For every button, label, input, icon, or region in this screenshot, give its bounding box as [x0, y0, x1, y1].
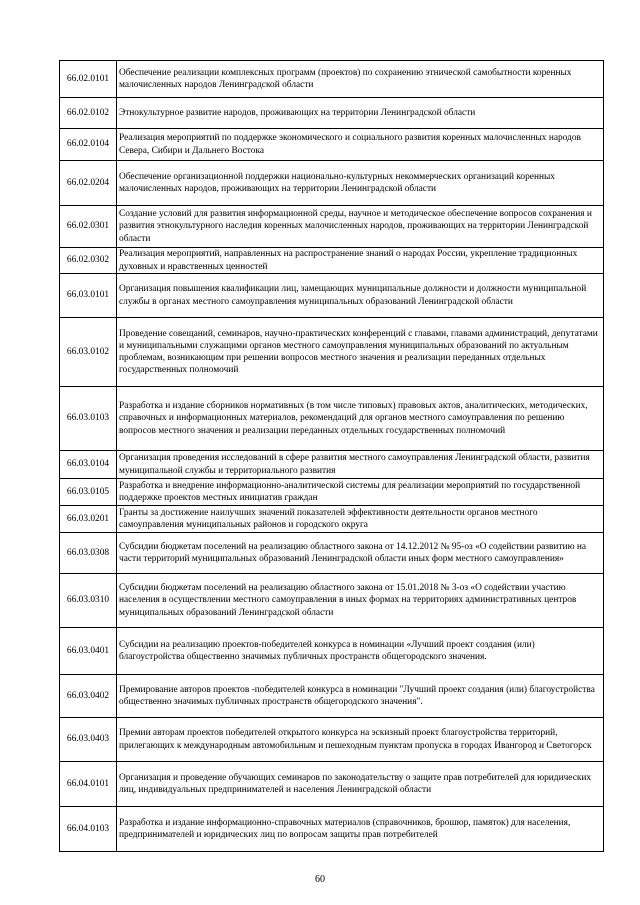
code-cell: 66.02.0301: [60, 206, 117, 248]
code-cell: 66.03.0104: [60, 451, 117, 479]
code-cell: 66.04.0101: [60, 762, 117, 807]
table-row: [60, 762, 604, 807]
table-row: [60, 161, 604, 206]
code-cell: 66.03.0102: [60, 318, 117, 387]
table-row: [60, 318, 604, 387]
budget-codes-table: [59, 60, 604, 852]
description-cell: Реализация мероприятий, направленных на распространение знаний о народах России, укрепление традиционных духовных и нравственных ценностей: [117, 248, 604, 274]
table-row: [60, 206, 604, 248]
table-row: [60, 533, 604, 574]
table-row: [60, 675, 604, 718]
description-cell: Организация проведения исследований в сфере развития местного самоуправления Ленинградской области, развития муниципальной службы и территориального развития: [117, 451, 604, 479]
description-cell: Создание условий для развития информационной среды, научное и методическое обеспечение вопросов сохранения и развития этнокультурного наследия коренных малочисленных народов, проживающих на территории Ленинградской области: [117, 206, 604, 248]
table-row: [60, 451, 604, 479]
table-row: [60, 807, 604, 852]
code-cell: 66.02.0302: [60, 248, 117, 274]
code-cell: 66.02.0102: [60, 98, 117, 129]
table-row: [60, 628, 604, 675]
table-row: [60, 61, 604, 98]
table-row: [60, 274, 604, 318]
page-number: 60: [315, 874, 325, 885]
code-cell: 66.04.0103: [60, 807, 117, 852]
description-cell: Обеспечение реализации комплексных программ (проектов) по сохранению этнической самобытности коренных малочисленных народов Ленинградской области: [117, 61, 604, 98]
code-cell: 66.03.0101: [60, 274, 117, 318]
table-row: [60, 387, 604, 451]
description-cell: Организация и проведение обучающих семинаров по законодательству о защите прав потребителей для юридических лиц, индивидуальных предпринимателей и населения Ленинградской области: [117, 762, 604, 807]
description-cell: Обеспечение организационной поддержки национально-культурных некоммерческих организаций коренных малочисленных народов, проживающих на территории Ленинградской области: [117, 161, 604, 206]
table-row: [60, 718, 604, 762]
table-row: [60, 248, 604, 274]
description-cell: Субсидии бюджетам поселений на реализацию областного закона от 15.01.2018 № 3-оз «О содействии участию населения в осуществлении местного самоуправления в иных формах на территориях административных центров муниципальных образований Ленинградской области: [117, 574, 604, 628]
table-row: [60, 574, 604, 628]
description-cell: Премирование авторов проектов -победителей конкурса в номинации "Лучший проект создания (или) благоустройства общественно значимых публичных пространств общегородского значения".: [117, 675, 604, 718]
table-row: [60, 506, 604, 533]
description-cell: Субсидии бюджетам поселений на реализацию областного закона от 14.12.2012 № 95-оз «О содействии развитию на части территорий муниципальных образований Ленинградской области иных форм местного самоуправления»: [117, 533, 604, 574]
code-cell: 66.02.0101: [60, 61, 117, 98]
description-cell: Этнокультурное развитие народов, проживающих на территории Ленинградской области: [117, 98, 604, 129]
code-cell: 66.03.0201: [60, 506, 117, 533]
description-cell: Премии авторам проектов победителей открытого конкурса на эскизный проект благоустройства территорий, прилегающих к международным автомобильным и пешеходным пунктам пропуска в городах Ивангород и Светогорск: [117, 718, 604, 762]
code-cell: 66.03.0308: [60, 533, 117, 574]
table-row: [60, 98, 604, 129]
table-row: [60, 129, 604, 161]
code-cell: 66.03.0401: [60, 628, 117, 675]
description-cell: Реализация мероприятий по поддержке экономического и социального развития коренных малочисленных народов Севера, Сибири и Дальнего Востока: [117, 129, 604, 161]
description-cell: Организация повышения квалификации лиц, замещающих муниципальные должности и должности муниципальной службы в органах местного самоуправления муниципальных образований Ленинградской области: [117, 274, 604, 318]
code-cell: 66.03.0310: [60, 574, 117, 628]
description-cell: Разработка и внедрение информационно-аналитической системы для реализации мероприятий по государственной поддержке проектов местных инициатив граждан: [117, 479, 604, 506]
description-cell: Субсидии на реализацию проектов-победителей конкурса в номинации «Лучший проект создания (или) благоустройства общественно значимых публичных пространств общегородского значения.: [117, 628, 604, 675]
code-cell: 66.03.0403: [60, 718, 117, 762]
code-cell: 66.02.0104: [60, 129, 117, 161]
code-cell: 66.03.0105: [60, 479, 117, 506]
table-row: [60, 479, 604, 506]
code-cell: 66.03.0402: [60, 675, 117, 718]
description-cell: Разработка и издание сборников нормативных (в том числе типовых) правовых актов, аналитических, методических, справочных и информационных материалов, рекомендаций для органов местного самоуправления по решению вопросов местного значения и реализации переданных отдельных государственных полномочий: [117, 387, 604, 451]
description-cell: Разработка и издание информационно-справочных материалов (справочников, брошюр, памяток) для населения, предпринимателей и юридических лиц по вопросам защиты прав потребителей: [117, 807, 604, 852]
description-cell: Проведение совещаний, семинаров, научно-практических конференций с главами, главами администраций, депутатами и муниципальными служащими органов местного самоуправления муниципальных образований по актуальным проблемам, возникающим при решении вопросов местного значения и реализации переданных отдельных государственных полномочий: [117, 318, 604, 387]
code-cell: 66.02.0204: [60, 161, 117, 206]
code-cell: 66.03.0103: [60, 387, 117, 451]
description-cell: Гранты за достижение наилучших значений показателей эффективности деятельности органов местного самоуправления муниципальных районов и городского округа: [117, 506, 604, 533]
